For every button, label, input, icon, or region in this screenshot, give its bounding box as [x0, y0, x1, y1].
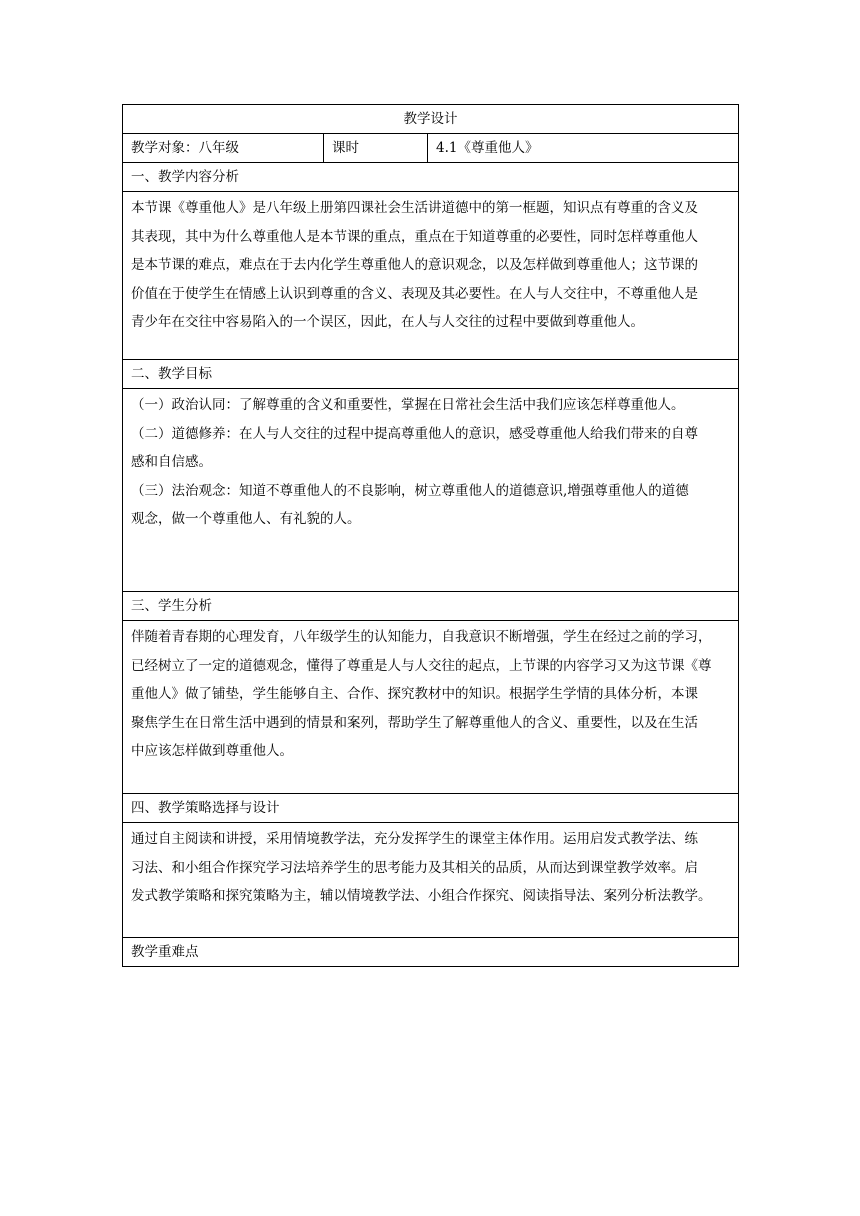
lesson-value: 4.1《尊重他人》 [428, 134, 739, 163]
section-body-objectives [123, 389, 739, 592]
body-line: 感和自信感。 [131, 454, 212, 470]
body-line: （一）政治认同：了解尊重的含义和重要性，掌握在日常社会生活中我们应该怎样尊重他人。 [131, 397, 685, 413]
body-line: 聚焦学生在日常生活中遇到的情景和案列，帮助学生了解尊重他人的含义、重要性，以及在生活 [131, 714, 698, 731]
body-line: （三）法治观念：知道不尊重他人的不良影响，树立尊重他人的道德意识,增强尊重他人的道德 [131, 482, 689, 499]
section-body-student-analysis [123, 621, 739, 794]
section-heading-strategy: 四、教学策略选择与设计 [123, 794, 739, 823]
body-line: 青少年在交往中容易陷入的一个误区，因此，在人与人交往的过程中要做到尊重他人。 [131, 314, 644, 330]
body-line: 中应该怎样做到尊重他人。 [131, 743, 293, 759]
body-line: 是本节课的难点，难点在于去内化学生尊重他人的意识观念，以及怎样做到尊重他人；这节课的 [131, 257, 698, 273]
lesson-plan-table [122, 104, 739, 967]
body-line: 习法、和小组合作探究学习法培养学生的思考能力及其相关的品质，从而达到课堂教学效率。启 [131, 859, 698, 876]
table-title: 教学设计 [123, 105, 739, 134]
target-label: 教学对象：八年级 [123, 134, 324, 163]
section-body-content-analysis [123, 192, 739, 360]
section-heading-student-analysis: 三、学生分析 [123, 592, 739, 621]
body-line: 发式教学策略和探究策略为主，辅以情境教学法、小组合作探究、阅读指导法、案列分析法教学。 [131, 888, 712, 904]
body-line: （二）道德修养：在人与人交往的过程中提高尊重他人的意识，感受尊重他人给我们带来的自尊 [131, 425, 698, 442]
body-line: 观念，做一个尊重他人、有礼貌的人。 [131, 511, 361, 527]
body-line: 已经树立了一定的道德观念，懂得了尊重是人与人交往的起点，上节课的内容学习又为这节课《尊 [131, 657, 712, 674]
body-line: 伴随着青春期的心理发育，八年级学生的认知能力，自我意识不断增强，学生在经过之前的学习， [131, 629, 712, 645]
footer-heading-key-points: 教学重难点 [123, 938, 739, 967]
body-line: 价值在于使学生在情感上认识到尊重的含义、表现及其必要性。在人与人交往中，不尊重他人是 [131, 285, 698, 302]
period-label: 课时 [324, 134, 428, 163]
body-line: 通过自主阅读和讲授，采用情境教学法，充分发挥学生的课堂主体作用。运用启发式教学法、练 [131, 831, 698, 847]
body-line: 其表现，其中为什么尊重他人是本节课的重点，重点在于知道尊重的必要性，同时怎样尊重他人 [131, 228, 698, 245]
section-heading-content-analysis: 一、教学内容分析 [123, 163, 739, 192]
section-body-strategy [123, 823, 739, 938]
body-line: 重他人》做了铺垫，学生能够自主、合作、探究教材中的知识。根据学生学情的具体分析，本课 [131, 686, 698, 702]
section-heading-objectives: 二、教学目标 [123, 360, 739, 389]
body-line: 本节课《尊重他人》是八年级上册第四课社会生活讲道德中的第一框题，知识点有尊重的含义及 [131, 200, 698, 216]
